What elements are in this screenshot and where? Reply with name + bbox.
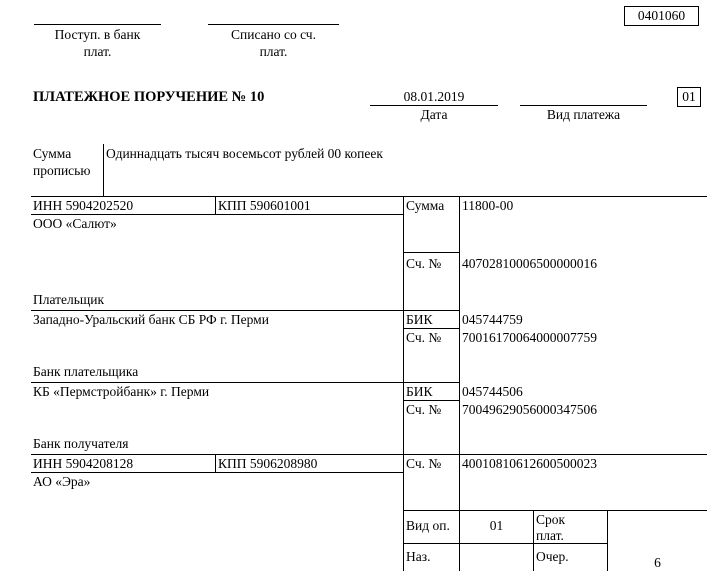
- amount-words: Одиннадцать тысяч восемьсот рублей 00 копеек: [106, 146, 383, 161]
- payee-inn-line: [31, 472, 403, 473]
- payee-name: АО «Эра»: [33, 474, 91, 489]
- payee-account: 40010810612600500023: [462, 456, 597, 471]
- payee-kpp: КПП 5906208980: [218, 456, 318, 471]
- received-label-2: плат.: [83, 44, 112, 59]
- date-value: 08.01.2019: [403, 89, 465, 104]
- amount-words-divider: [103, 144, 104, 196]
- received-line: [34, 24, 161, 25]
- date-line: [370, 105, 498, 106]
- purpose-row-line: [403, 543, 607, 544]
- payee-bank-bottom-line: [31, 454, 707, 455]
- op-type-label: Вид оп.: [406, 518, 450, 533]
- received-label-1: Поступ. в банк: [54, 27, 141, 42]
- priority-value: 6: [654, 555, 661, 570]
- op-row-line: [403, 510, 707, 511]
- debited-label-1: Списано со сч.: [231, 27, 316, 42]
- payee-bank-account-label: Сч. №: [406, 402, 442, 417]
- payment-type-label: Вид платежа: [546, 107, 621, 122]
- payer-bank-bik-line: [403, 328, 459, 329]
- document-title: ПЛАТЕЖНОЕ ПОРУЧЕНИЕ № 10: [33, 89, 265, 105]
- payer-inn-kpp-divider: [215, 196, 216, 214]
- debited-line: [208, 24, 339, 25]
- payer-bank-name: Западно-Уральский банк СБ РФ г. Перми: [33, 312, 269, 327]
- payer-bottom-line: [31, 310, 459, 311]
- debited-label-2: плат.: [259, 44, 288, 59]
- payer-bank-bik: 045744759: [462, 312, 523, 327]
- op-term-divider: [533, 510, 534, 571]
- payer-bank-bik-label: БИК: [406, 312, 433, 327]
- payee-bank-bik: 045744506: [462, 384, 523, 399]
- amount-words-label-1: Сумма: [33, 146, 72, 161]
- payer-label: Плательщик: [33, 292, 105, 307]
- date-label: Дата: [420, 107, 448, 122]
- term-label-1: Срок: [536, 512, 566, 527]
- amount-row-line: [403, 252, 459, 253]
- form-code: 0401060: [637, 8, 686, 23]
- priority-label: Очер.: [536, 549, 569, 564]
- order-code: 01: [682, 89, 696, 104]
- purpose-label: Наз.: [406, 549, 431, 564]
- amount-value: 11800-00: [462, 198, 514, 213]
- grid-top-line: [31, 196, 707, 197]
- payee-inn-kpp-divider: [215, 454, 216, 472]
- payer-bank-account: 70016170064000007759: [462, 330, 597, 345]
- payer-inn: ИНН 5904202520: [33, 198, 134, 213]
- payee-bank-name: КБ «Пермстройбанк» г. Перми: [33, 384, 210, 399]
- payee-account-label: Сч. №: [406, 456, 442, 471]
- payer-account-label: Сч. №: [406, 256, 442, 271]
- payee-bank-bik-label: БИК: [406, 384, 433, 399]
- payee-bank-account: 70049629056000347506: [462, 402, 597, 417]
- amount-label: Сумма: [406, 198, 445, 213]
- payer-bank-account-label: Сч. №: [406, 330, 442, 345]
- payer-bank-label: Банк плательщика: [33, 364, 139, 379]
- op-type-value: 01: [489, 518, 504, 533]
- payer-inn-line: [31, 214, 403, 215]
- grid-right-divider: [459, 196, 460, 571]
- payee-inn: ИНН 5904208128: [33, 456, 134, 471]
- payer-bank-bottom-line: [31, 382, 459, 383]
- payee-bank-bik-line: [403, 400, 459, 401]
- payer-account: 40702810006500000016: [462, 256, 597, 271]
- payee-bank-label: Банк получателя: [33, 436, 129, 451]
- payer-kpp: КПП 590601001: [218, 198, 311, 213]
- payment-type-line: [520, 105, 647, 106]
- amount-words-label-2: прописью: [33, 163, 91, 178]
- payer-name: ООО «Салют»: [33, 216, 117, 231]
- term-label-2: плат.: [536, 528, 564, 543]
